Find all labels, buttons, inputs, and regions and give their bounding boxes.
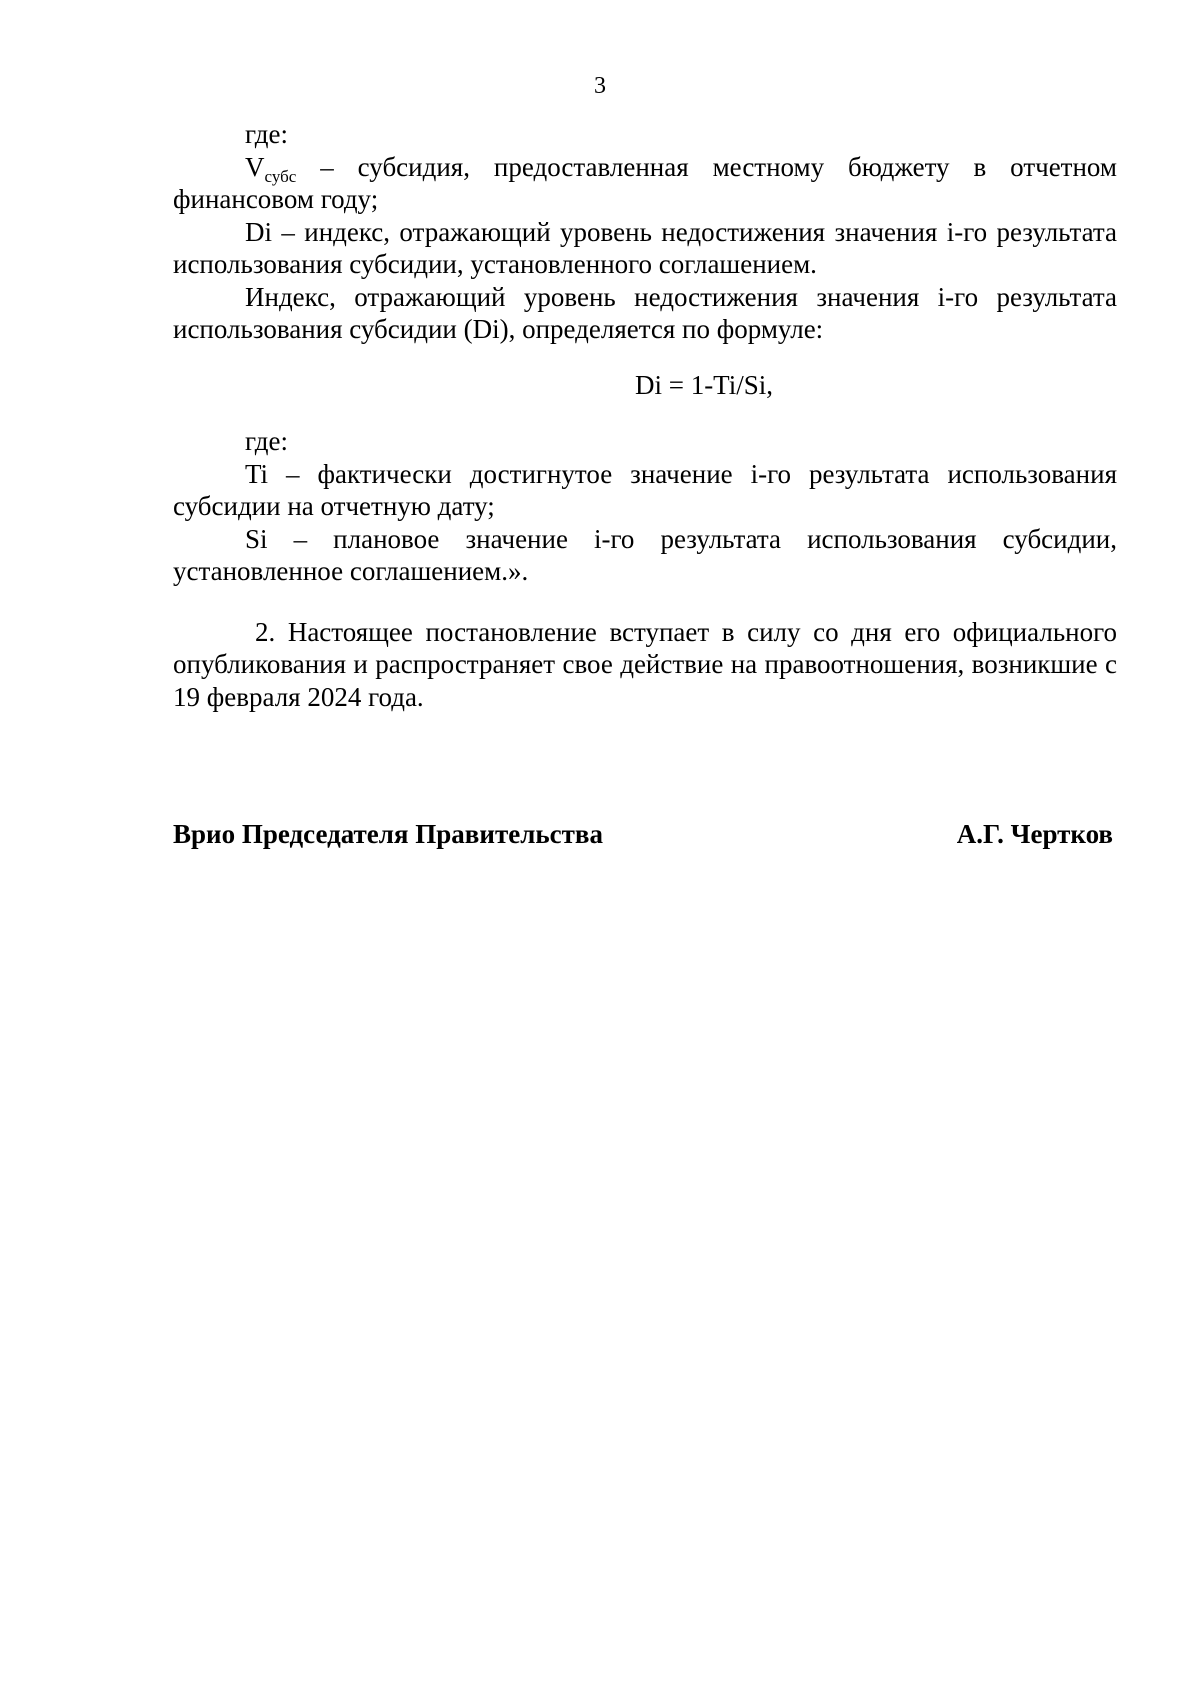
definition-si: Si – плановое значение i-го результата использования субсидии, установленное соглашением.». [173,523,1117,586]
v-definition-text: – субсидия, предоставленная местному бюджету в отчетном финансовом году; [173,151,1117,214]
document-body [173,118,1117,713]
definition-v-subs [173,151,1117,216]
signatory-position: Врио Председателя Правительства [173,819,603,849]
paragraph-gap [173,588,1117,616]
where-label-2: где: [245,426,288,456]
where-label-1: где: [245,119,288,149]
v-subscript: субс [264,166,297,186]
definition-di: Di – индекс, отражающий уровень недостижения значения i-го результата использования субсидии, установленного соглашением. [173,216,1117,279]
v-symbol: V [245,151,265,182]
page-number: 3 [594,73,606,99]
index-paragraph: Индекс, отражающий уровень недостижения значения i-го результата использования субсидии (Di), определяется по формуле: [173,281,1117,344]
formula: Di = 1-Ti/Si, [634,369,774,400]
clause-2: 2. Настоящее постановление вступает в силу со дня его официального опубликования и распространяет свое действие на правоотношения, возникшие с 19 февраля 2024 года. [173,616,1117,712]
signatory-name: А.Г. Чертков [956,819,1113,849]
definition-ti: Ti – фактически достигнутое значение i-го результата использования субсидии на отчетную дату; [173,458,1117,521]
